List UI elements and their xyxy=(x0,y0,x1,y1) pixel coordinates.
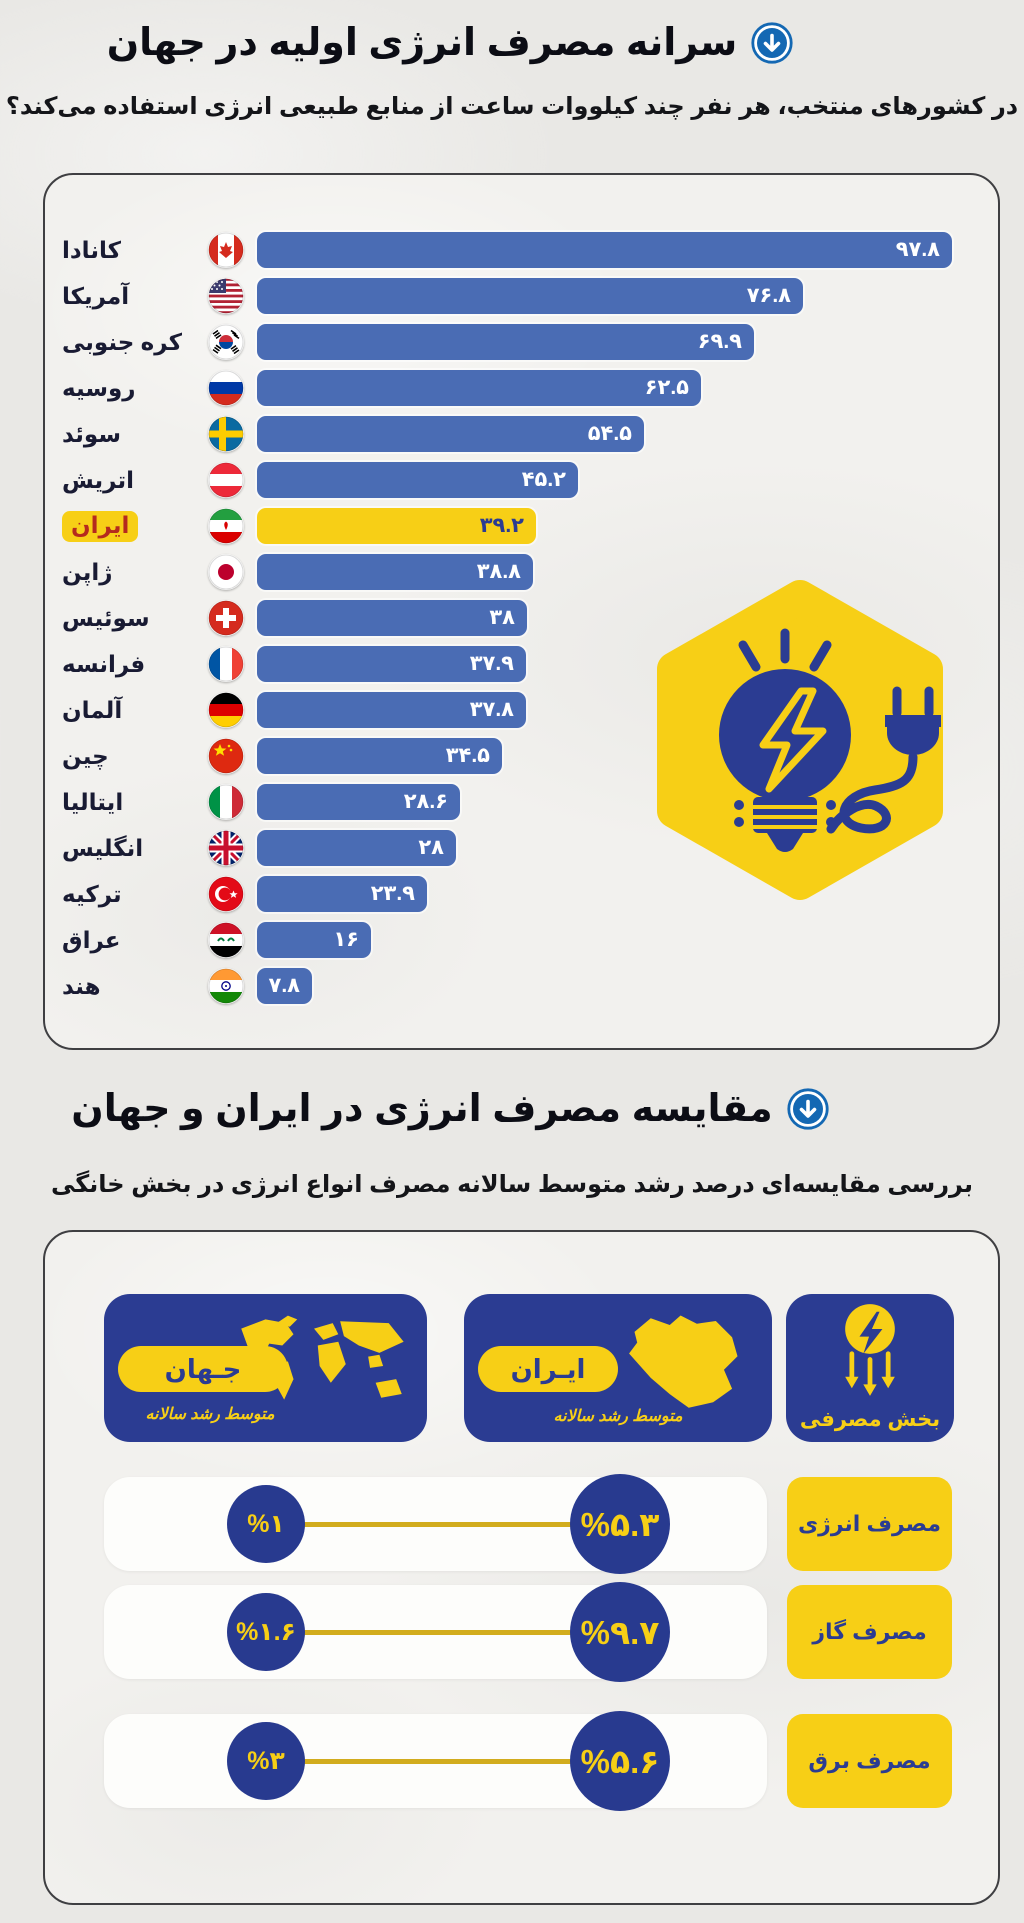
country-label: فرانسه xyxy=(62,650,146,677)
value-bar xyxy=(257,462,578,498)
world-label-pill: جـهان xyxy=(118,1346,288,1392)
value-bar xyxy=(257,554,533,590)
bar-value: ۶۲.۵ xyxy=(644,375,689,399)
country-label: آمریکا xyxy=(62,282,130,309)
comparison-row-band xyxy=(104,1585,767,1679)
germany-flag-icon xyxy=(208,692,244,728)
iran-header-card xyxy=(464,1294,772,1442)
india-flag-icon xyxy=(208,968,244,1004)
iran-flag-icon xyxy=(208,508,244,544)
bar-row xyxy=(45,365,998,411)
section1-title: سرانه مصرف انرژی اولیه در جهان xyxy=(106,22,738,64)
uk-flag-icon xyxy=(208,830,244,866)
value-bar xyxy=(257,232,952,268)
bar-row xyxy=(45,411,998,457)
iran-value: %۵.۳ xyxy=(580,1505,660,1543)
value-bar xyxy=(257,416,644,452)
japan-flag-icon xyxy=(208,554,244,590)
france-flag-icon xyxy=(208,646,244,682)
bar-row xyxy=(45,319,998,365)
country-label: ژاپن xyxy=(62,558,113,585)
iran-value-circle xyxy=(570,1582,670,1682)
sector-header-card xyxy=(786,1294,954,1442)
bar-track xyxy=(257,370,952,406)
value-bar xyxy=(257,784,460,820)
country-label: چین xyxy=(62,742,109,769)
country-label: کره جنوبی xyxy=(62,328,182,355)
bar-track xyxy=(257,278,952,314)
bar-value: ۲۸ xyxy=(418,835,444,859)
country-label: ایتالیا xyxy=(62,788,124,815)
bar-value: ۳۹.۲ xyxy=(479,513,524,537)
sector-label: مصرف برق xyxy=(787,1714,952,1808)
country-label: هند xyxy=(62,972,101,999)
iran-value: %۹.۷ xyxy=(580,1613,660,1651)
bar-value: ۲۸.۶ xyxy=(403,789,448,813)
bulb-consumption-icon xyxy=(827,1300,913,1405)
sweden-flag-icon xyxy=(208,416,244,452)
section2-title-row xyxy=(0,1086,962,1131)
world-value-circle xyxy=(227,1485,305,1563)
bar-value: ۵۴.۵ xyxy=(587,421,632,445)
comparison-panel xyxy=(43,1230,1000,1905)
sector-label: مصرف انرژی xyxy=(787,1477,952,1571)
bar-value: ۳۷.۹ xyxy=(469,651,514,675)
country-label: عراق xyxy=(62,926,121,953)
bar-row xyxy=(45,503,998,549)
world-value: %۳ xyxy=(247,1747,285,1775)
bar-track xyxy=(257,324,952,360)
country-label: سوئیس xyxy=(62,604,150,631)
value-bar xyxy=(257,324,754,360)
country-label: آلمان xyxy=(62,696,123,723)
country-label: انگلیس xyxy=(62,834,144,861)
value-bar xyxy=(257,922,371,958)
bar-track xyxy=(257,508,952,544)
iraq-flag-icon xyxy=(208,922,244,958)
value-bar xyxy=(257,508,536,544)
comparison-row-band xyxy=(104,1714,767,1808)
section2-subtitle: بررسی مقایسه‌ای درصد رشد متوسط سالانه مصرف انواع انرژی در بخش خانگی xyxy=(51,1171,973,1198)
world-value: %۱.۶ xyxy=(236,1618,296,1646)
iran-value-circle xyxy=(570,1474,670,1574)
canada-flag-icon xyxy=(208,232,244,268)
arrow-down-circle-icon xyxy=(751,22,793,64)
section1-title-row xyxy=(0,20,962,65)
sector-column-title: بخش مصرفی xyxy=(799,1408,941,1431)
bar-track xyxy=(257,462,952,498)
bar-value: ۳۸ xyxy=(489,605,515,629)
value-bar xyxy=(257,738,502,774)
bar-value: ۲۳.۹ xyxy=(370,881,415,905)
bar-chart-panel xyxy=(43,173,1000,1050)
bar-row xyxy=(45,917,998,963)
bar-row xyxy=(45,963,998,1009)
value-bar xyxy=(257,370,701,406)
comparison-row xyxy=(45,1585,998,1679)
bar-value: ۶۹.۹ xyxy=(697,329,742,353)
bar-row xyxy=(45,273,998,319)
country-label: سوئد xyxy=(62,420,121,447)
bar-value: ۱۶ xyxy=(333,927,359,951)
turkey-flag-icon xyxy=(208,876,244,912)
country-label: اتریش xyxy=(62,466,134,493)
iran-caption: متوسط رشد سالانه xyxy=(553,1408,683,1425)
bar-value: ۳۴.۵ xyxy=(445,743,490,767)
section2-title: مقایسه مصرف انرژی در ایران و جهان xyxy=(71,1088,773,1130)
value-bar xyxy=(257,830,456,866)
bar-value: ۹۷.۸ xyxy=(895,237,940,261)
bar-value: ۷۶.۸ xyxy=(746,283,791,307)
bar-row xyxy=(45,227,998,273)
bar-value: ۳۸.۸ xyxy=(476,559,521,583)
connector-line xyxy=(302,1759,574,1764)
value-bar xyxy=(257,278,803,314)
bar-track xyxy=(257,922,952,958)
bar-track xyxy=(257,232,952,268)
iran-label-pill: ایـران xyxy=(478,1346,618,1392)
value-bar xyxy=(257,692,526,728)
lightbulb-plug-icon xyxy=(635,575,965,905)
value-bar xyxy=(257,876,427,912)
bar-row xyxy=(45,457,998,503)
russia-flag-icon xyxy=(208,370,244,406)
connector-line xyxy=(302,1630,574,1635)
bar-track xyxy=(257,416,952,452)
south-korea-flag-icon xyxy=(208,324,244,360)
value-bar xyxy=(257,600,527,636)
switzerland-flag-icon xyxy=(208,600,244,636)
country-label: ایران xyxy=(62,511,198,542)
world-value: %۱ xyxy=(247,1510,285,1538)
world-header-card xyxy=(104,1294,427,1442)
value-bar xyxy=(257,646,526,682)
world-value-circle xyxy=(227,1722,305,1800)
country-label: ترکیه xyxy=(62,880,122,907)
value-bar xyxy=(257,968,312,1004)
country-label: روسیه xyxy=(62,374,136,401)
usa-flag-icon xyxy=(208,278,244,314)
iran-value-circle xyxy=(570,1711,670,1811)
sector-label: مصرف گاز xyxy=(787,1585,952,1679)
bar-value: ۷.۸ xyxy=(268,973,300,997)
bar-value: ۳۷.۸ xyxy=(469,697,514,721)
connector-line xyxy=(302,1522,574,1527)
arrow-down-circle-icon xyxy=(787,1088,829,1130)
comparison-row xyxy=(45,1714,998,1808)
iran-value: %۵.۶ xyxy=(580,1742,660,1780)
world-value-circle xyxy=(227,1593,305,1671)
bar-track xyxy=(257,968,952,1004)
comparison-row-band xyxy=(104,1477,767,1571)
comparison-row xyxy=(45,1477,998,1571)
italy-flag-icon xyxy=(208,784,244,820)
section1-subtitle: در کشورهای منتخب، هر نفر چند کیلووات ساعت از منابع طبیعی انرژی استفاده می‌کند؟ xyxy=(5,93,1019,120)
bar-value: ۴۵.۲ xyxy=(521,467,566,491)
world-caption: متوسط رشد سالانه xyxy=(145,1406,275,1423)
china-flag-icon xyxy=(208,738,244,774)
country-label: کانادا xyxy=(62,236,121,263)
austria-flag-icon xyxy=(208,462,244,498)
